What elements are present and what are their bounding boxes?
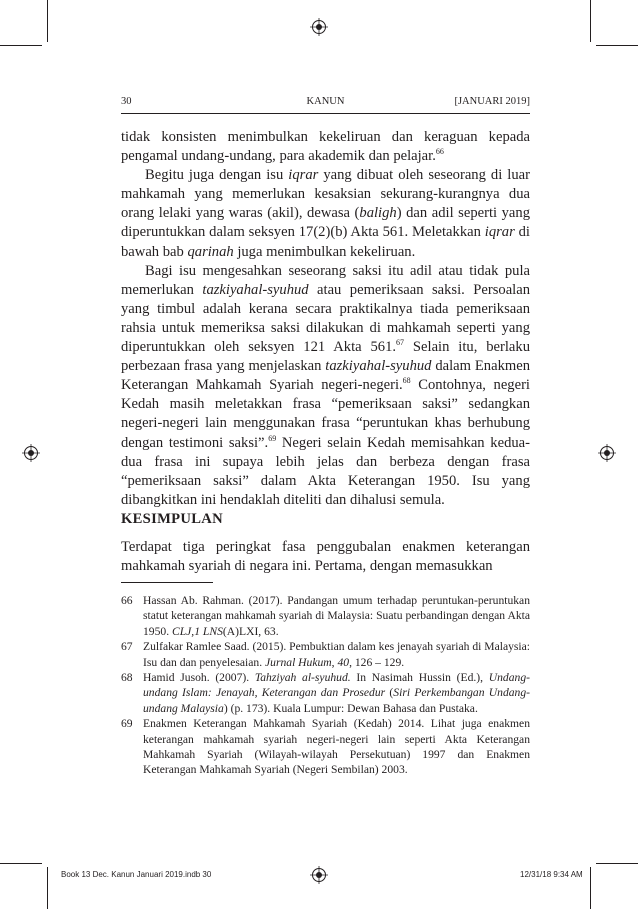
- registration-mark-icon: [22, 444, 40, 462]
- footnote-ref[interactable]: 69: [268, 433, 277, 443]
- crop-mark: [596, 45, 638, 46]
- paragraph: Terdapat tiga peringkat fasa penggubalan enakmen keterangan mahkamah syariah di negara ini. Pertama, dengan memasukkan: [121, 539, 530, 575]
- paragraph: Bagi isu mengesahkan seseorang saksi itu adil atau tidak pula memerlukan tazkiyahal-syuhud atau pemeriksaan saksi. Persoalan yang timbul adalah kerana secara praktikalnya tiada pemeriksaan rahsia untuk memeriksa saksi dilakukan di mahkamah seperti yang diperuntukkan oleh seksyen 121 Akta 561.67 Selain itu, berlaku perbezaan frasa yang menjelaskan tazkiyahal-syuhud dalam Enakmen Keterangan Mahkamah Syariah negeri-negeri.$^{68}$ Contohnya, negeri Kedah masih meletakkan frasa “pemeriksaan saksi” sedangkan negeri-negeri lain menggunakan frasa “peruntukan khas berhubung dengan testimoni saksi”.$^{69}$ Negeri selain Kedah memisahkan kedua-dua frasa ini supaya lebih jelas dan berbeza dengan frasa “pemeriksaan saksi” dalam Akta Keterangan 1950. Isu yang dibangkitkan ini hendaklah diteliti dan dihalusi semula.: [121, 262, 530, 508]
- crop-mark: [590, 867, 591, 909]
- footnote-number: 68: [121, 671, 133, 685]
- registration-mark-icon: [598, 444, 616, 462]
- footnotes: [121, 593, 530, 778]
- issue-date: [JANUARI 2019]: [454, 96, 530, 107]
- footnote-ref[interactable]: 66: [435, 147, 444, 157]
- paragraph: tidak konsisten menimbulkan kekeliruan dan keraguan kepada pengamal undang-undang, para akademik dan pelajar.$^{66}$: [121, 129, 530, 165]
- footnote: 67 Zulfakar Ramlee Saad. (2015). Pembuktian dalam kes jenayah syariah di Malaysia: Isu dan dan penyelesaian. Jurnal Hukum, 40, 126 – 129.: [121, 640, 530, 669]
- footnote: 69 Enakmen Keterangan Mahkamah Syariah (Kedah) 2014. Lihat juga enakmen keterangan mahkamah syariah negeri-negeri lain seperti Akta Keterangan Mahkamah Syariah (Wilayah-wilayah Persekutuan) 1997 dan Enakmen Keterangan Mahkamah Syariah (Negeri Sembilan) 2003.: [121, 717, 530, 777]
- running-header: [121, 96, 530, 110]
- footnote-rule: [121, 582, 213, 583]
- crop-mark: [0, 863, 42, 864]
- registration-mark-icon: [310, 18, 328, 36]
- footnote-ref[interactable]: 68: [402, 376, 411, 386]
- paragraph: Begitu juga dengan isu iqrar yang dibuat oleh seseorang di luar mahkamah yang memerlukan kesaksian sekurang-kurangnya dua orang lelaki yang waras (akil), dewasa (baligh) dan adil seperti yang diperuntukkan dalam seksyen 17(2)(b) Akta 561. Meletakkan iqrar di bawah bab qarinah juga menimbulkan kekeliruan.: [121, 167, 530, 260]
- section-heading: KESIMPULAN: [121, 511, 223, 527]
- journal-title: KANUN: [306, 96, 345, 107]
- crop-mark: [596, 863, 638, 864]
- crop-mark: [47, 0, 48, 42]
- footnote: 66 Hassan Ab. Rahman. (2017). Pandangan umum terhadap peruntukan-peruntukan statut keterangan mahkamah syariah di Malaysia: Suatu perbandingan dengan Akta 1950. CLJ,1 LNS(A)LXI, 63.: [121, 594, 530, 638]
- footnote-number: 67: [121, 640, 133, 654]
- registration-mark-icon: [310, 866, 328, 884]
- footnote-ref[interactable]: 67: [396, 338, 405, 348]
- crop-mark: [47, 867, 48, 909]
- footnote: 68 Hamid Jusoh. (2007). Tahziyah al-syuhud. In Nasimah Hussin (Ed.), Undang-undang Islam: Jenayah, Keterangan dan Prosedur (Siri Perkembangan Undang-undang Malaysia) (p. 173). Kuala Lumpur: Dewan Bahasa dan Pustaka.: [121, 671, 530, 715]
- body-text: [121, 128, 530, 510]
- crop-mark: [0, 45, 42, 46]
- footnote-number: 69: [121, 717, 133, 731]
- footnote-number: 66: [121, 594, 133, 607]
- crop-mark: [590, 0, 591, 42]
- print-slug-timestamp: 12/31/18 9:34 AM: [520, 870, 583, 879]
- page-number: 30: [121, 96, 132, 107]
- print-slug-filename: Book 13 Dec. Kanun Januari 2019.indb 30: [61, 870, 212, 879]
- header-rule: [121, 113, 530, 114]
